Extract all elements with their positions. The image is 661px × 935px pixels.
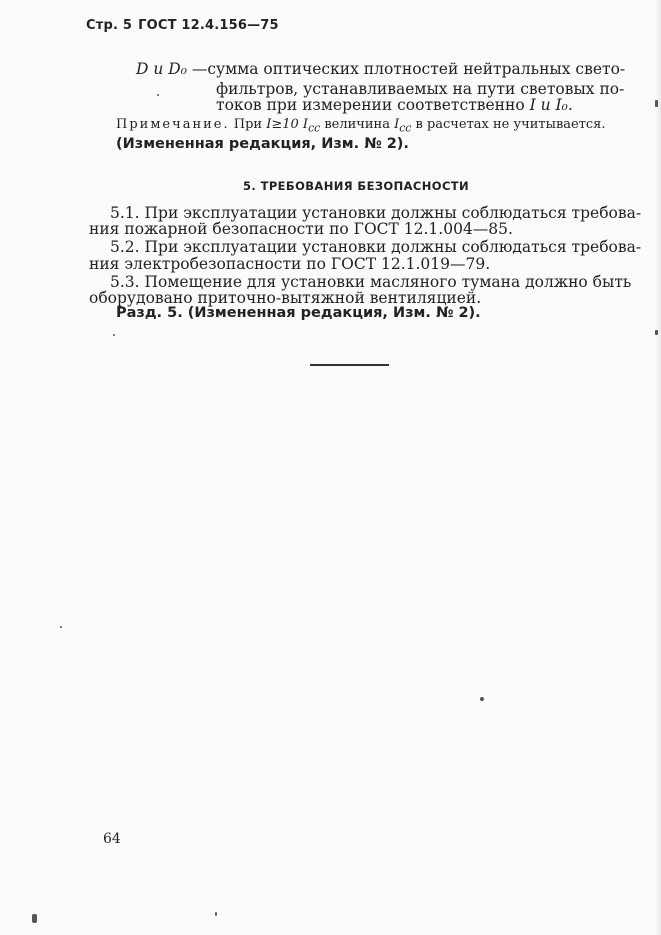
note-text-pre: При (229, 117, 267, 132)
definition-dash: — (191, 60, 208, 78)
note-var: I (394, 117, 400, 132)
scan-speck (655, 100, 658, 107)
amendment-note-1: (Измененная редакция, Изм. № 2). (116, 136, 409, 152)
note-label: Примечание. (116, 117, 230, 132)
scan-speck (113, 334, 115, 336)
note-formula-sub: сс (308, 121, 321, 135)
note-var-sub: сс (399, 121, 412, 135)
paragraph-5-1-line-2: ния пожарной безопасности по ГОСТ 12.1.004—85. (89, 220, 513, 238)
paragraph-5-3-line-1: 5.3. Помещение для установки масляного тумана должно быть (110, 273, 632, 291)
page-number: 64 (103, 831, 121, 847)
definition-text-3: токов при измерении соответственно (216, 96, 530, 114)
note (116, 117, 606, 135)
note-text-post: в расчетах не учитывается. (411, 117, 606, 132)
scan-speck (60, 626, 62, 628)
scan-edge-shadow (655, 0, 661, 935)
paragraph-5-2-line-1: 5.2. При эксплуатации установки должны соблюдаться требова- (110, 238, 642, 256)
definition-symbols-3: I и I₀. (529, 96, 573, 114)
definition-line-2: фильтров, устанавливаемых на пути световых по- (216, 80, 625, 98)
paragraph-5-3-line-2: оборудовано приточно-вытяжной вентиляцией. (89, 289, 482, 307)
note-text-mid: величина (320, 117, 395, 132)
amendment-note-2: Разд. 5. (Измененная редакция, Изм. № 2). (116, 305, 481, 321)
page-header (86, 18, 279, 33)
section-title: 5. ТРЕБОВАНИЯ БЕЗОПАСНОСТИ (243, 179, 470, 193)
standard-number: ГОСТ 12.4.156—75 (138, 18, 279, 33)
page-label: Стр. 5 (86, 18, 133, 33)
definition-line-1 (136, 60, 625, 78)
scan-speck (480, 697, 484, 701)
scan-speck (215, 912, 217, 916)
paragraph-5-2-line-2: ния электробезопасности по ГОСТ 12.1.019—79. (89, 255, 491, 273)
scan-speck (32, 914, 37, 923)
scan-speck (655, 330, 658, 335)
scan-speck (157, 94, 159, 96)
definition-symbols: D и D₀ (136, 60, 187, 78)
separator-rule (310, 364, 389, 366)
paragraph-5-1-line-1: 5.1. При эксплуатации установки должны соблюдаться требова- (110, 204, 642, 222)
definition-text-1: сумма оптических плотностей нейтральных свето- (207, 60, 626, 78)
definition-line-3 (216, 96, 573, 114)
note-formula: I≥10 I (266, 117, 309, 132)
